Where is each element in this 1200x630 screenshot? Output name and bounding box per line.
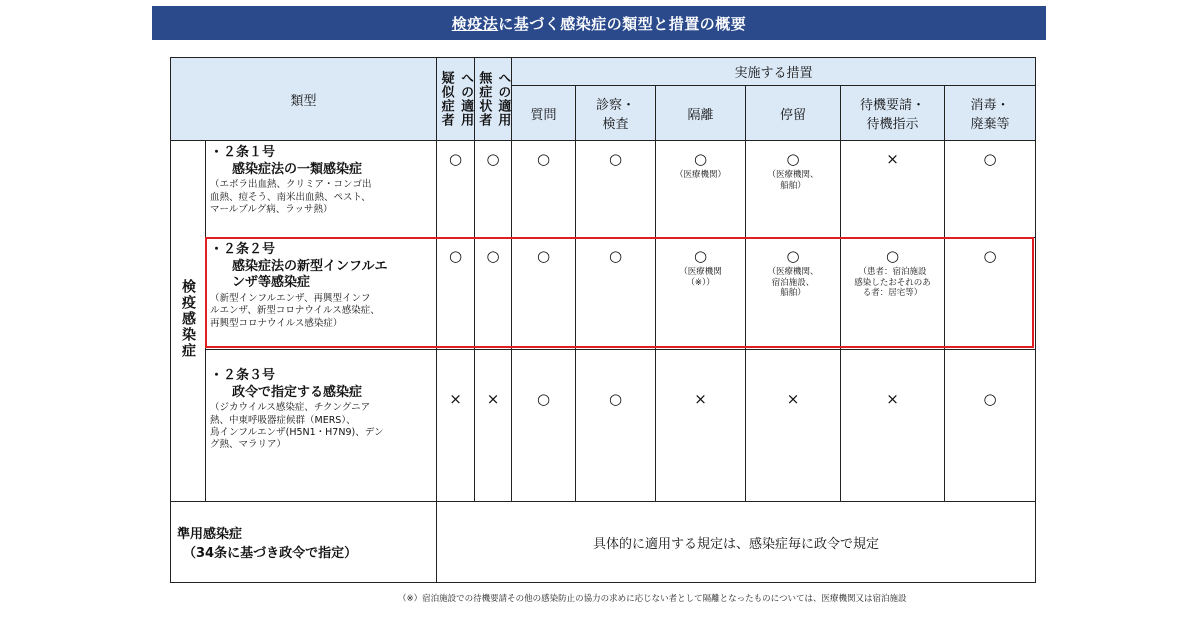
header-asymptomatic-line1: 無症状者	[476, 71, 492, 127]
row-2-mark-6-symbol: ○	[786, 247, 800, 265]
row-2-mark-6	[746, 238, 841, 350]
row-2-note-6: （医療機関、 宿泊施設、 船舶）	[767, 267, 819, 299]
row-2-note-7: （患者：宿泊施設 感染したおそれのあ る者：居宅等）	[854, 267, 931, 299]
row-1-note-6: （医療機関、 船舶）	[767, 170, 819, 191]
row-1-name: 感染症法の一類感染症	[232, 161, 363, 177]
row-2-title: ・２条２号	[210, 242, 276, 257]
category-label: 検疫感染症	[180, 279, 196, 359]
row-2-mark-2	[475, 238, 512, 350]
row-2-mark-1	[437, 238, 475, 350]
header-measure-question: 質問	[512, 86, 576, 141]
row-3-mark-1-symbol: ×	[449, 390, 462, 408]
quasi-title: 準用感染症	[177, 527, 243, 542]
row-2-mark-2-symbol: ○	[486, 247, 500, 265]
header-measure-isolation: 隔離	[656, 86, 746, 141]
document-title	[152, 6, 1046, 40]
quasi-subtitle: （34条に基づき政令で指定）	[183, 546, 358, 561]
header-measure-disinfect: 消毒・ 廃棄等	[945, 86, 1036, 141]
row-1-mark-2-symbol: ○	[486, 150, 500, 168]
row-3-examples: （ジカウイルス感染症、チクングニア 熱、中東呼吸器症候群（MERS）、 鳥インフルエンザ(H5N1・H7N9)、デン グ熱、マラリア）	[210, 402, 384, 451]
row-2-mark-5-symbol: ○	[693, 247, 708, 265]
row-1-mark-6-symbol: ○	[786, 150, 800, 168]
row-3-mark-6-symbol: ×	[786, 390, 800, 408]
row-2-mark-3	[512, 238, 576, 350]
row-2-examples: （新型インフルエンザ、再興型インフ ルエンザ、新型コロナウイルス感染症、 再興型コロナウイルス感染症）	[210, 292, 380, 329]
row-3-desc	[206, 350, 437, 502]
row-3-mark-1	[437, 350, 475, 502]
row-1-note-5: （医療機関）	[675, 170, 727, 180]
row-3-mark-8	[945, 350, 1036, 502]
row-3-mark-3	[512, 350, 576, 502]
row-3-mark-5	[656, 350, 746, 502]
row-3-mark-8-symbol: ○	[983, 390, 997, 408]
row-1-title: ・２条１号	[210, 145, 276, 160]
row-3-title: ・２条３号	[210, 368, 276, 383]
row-1-mark-8	[945, 141, 1036, 238]
row-1-mark-3-symbol: ○	[536, 150, 551, 168]
row-1-mark-4-symbol: ○	[608, 150, 623, 168]
row-3-mark-4-symbol: ○	[608, 390, 623, 408]
row-3-mark-7-symbol: ×	[886, 390, 899, 408]
category-cell	[171, 141, 206, 502]
row-2-mark-5	[656, 238, 746, 350]
row-1-mark-5	[656, 141, 746, 238]
row-1-mark-8-symbol: ○	[983, 150, 997, 168]
quasi-rule-text: 具体的に適用する規定は、感染症毎に政令で規定	[437, 502, 1036, 583]
row-2-mark-3-symbol: ○	[536, 247, 551, 265]
row-1-mark-4	[576, 141, 656, 238]
header-suspected-line2: への適用	[458, 71, 474, 127]
row-3-mark-6	[746, 350, 841, 502]
row-3-mark-4	[576, 350, 656, 502]
row-2-mark-8	[945, 238, 1036, 350]
row-1-mark-7	[841, 141, 945, 238]
title-rest: に基づく感染症の類型と措置の概要	[498, 14, 747, 33]
row-1-desc	[206, 141, 437, 238]
row-2-mark-4-symbol: ○	[608, 247, 623, 265]
row-2-note-5: （医療機関 （※））	[679, 267, 722, 288]
row-2-mark-8-symbol: ○	[983, 247, 997, 265]
row-1-mark-7-symbol: ×	[886, 150, 899, 168]
row-1-mark-2	[475, 141, 512, 238]
header-suspected-line1: 疑似症者	[438, 71, 454, 127]
footnote: （※）宿泊施設での待機要請その他の感染防止の協力の求めに応じない者として隔離となったものについては、医療機関又は宿泊施設	[398, 594, 907, 604]
row-2-mark-1-symbol: ○	[448, 247, 463, 265]
header-measure-exam: 診察・ 検査	[576, 86, 656, 141]
title-underlined: 検疫法	[451, 14, 499, 33]
row-3-name: 政令で指定する感染症	[232, 384, 363, 400]
header-asymptomatic-line2: への適用	[495, 71, 511, 127]
row-3-mark-2	[475, 350, 512, 502]
row-1-mark-3	[512, 141, 576, 238]
quasi-category	[171, 502, 437, 583]
header-measures-group: 実施する措置	[512, 58, 1036, 86]
row-2-desc	[206, 238, 437, 350]
header-ruigata: 類型	[171, 58, 437, 141]
row-1-mark-5-symbol: ○	[693, 150, 708, 168]
measures-table	[170, 57, 1036, 583]
row-3-mark-2-symbol: ×	[486, 390, 500, 408]
header-measure-detention: 停留	[746, 86, 841, 141]
row-2-mark-7	[841, 238, 945, 350]
row-1-examples: （エボラ出血熱、クリミア・コンゴ出 血熱、痘そう、南米出血熱、ペスト、 マールブルグ病、ラッサ熱）	[210, 179, 372, 215]
header-asymptomatic	[475, 58, 512, 141]
row-2-name: 感染症法の新型インフルエ ンザ等感染症	[232, 258, 388, 291]
row-1-mark-1	[437, 141, 475, 238]
row-3-mark-5-symbol: ×	[694, 390, 707, 408]
row-3-mark-7	[841, 350, 945, 502]
row-3-mark-3-symbol: ○	[536, 390, 551, 408]
header-suspected	[437, 58, 475, 141]
row-1-mark-6	[746, 141, 841, 238]
row-1-mark-1-symbol: ○	[448, 150, 463, 168]
header-measure-waiting: 待機要請・ 待機指示	[841, 86, 945, 141]
row-2-mark-4	[576, 238, 656, 350]
row-2-mark-7-symbol: ○	[885, 247, 900, 265]
